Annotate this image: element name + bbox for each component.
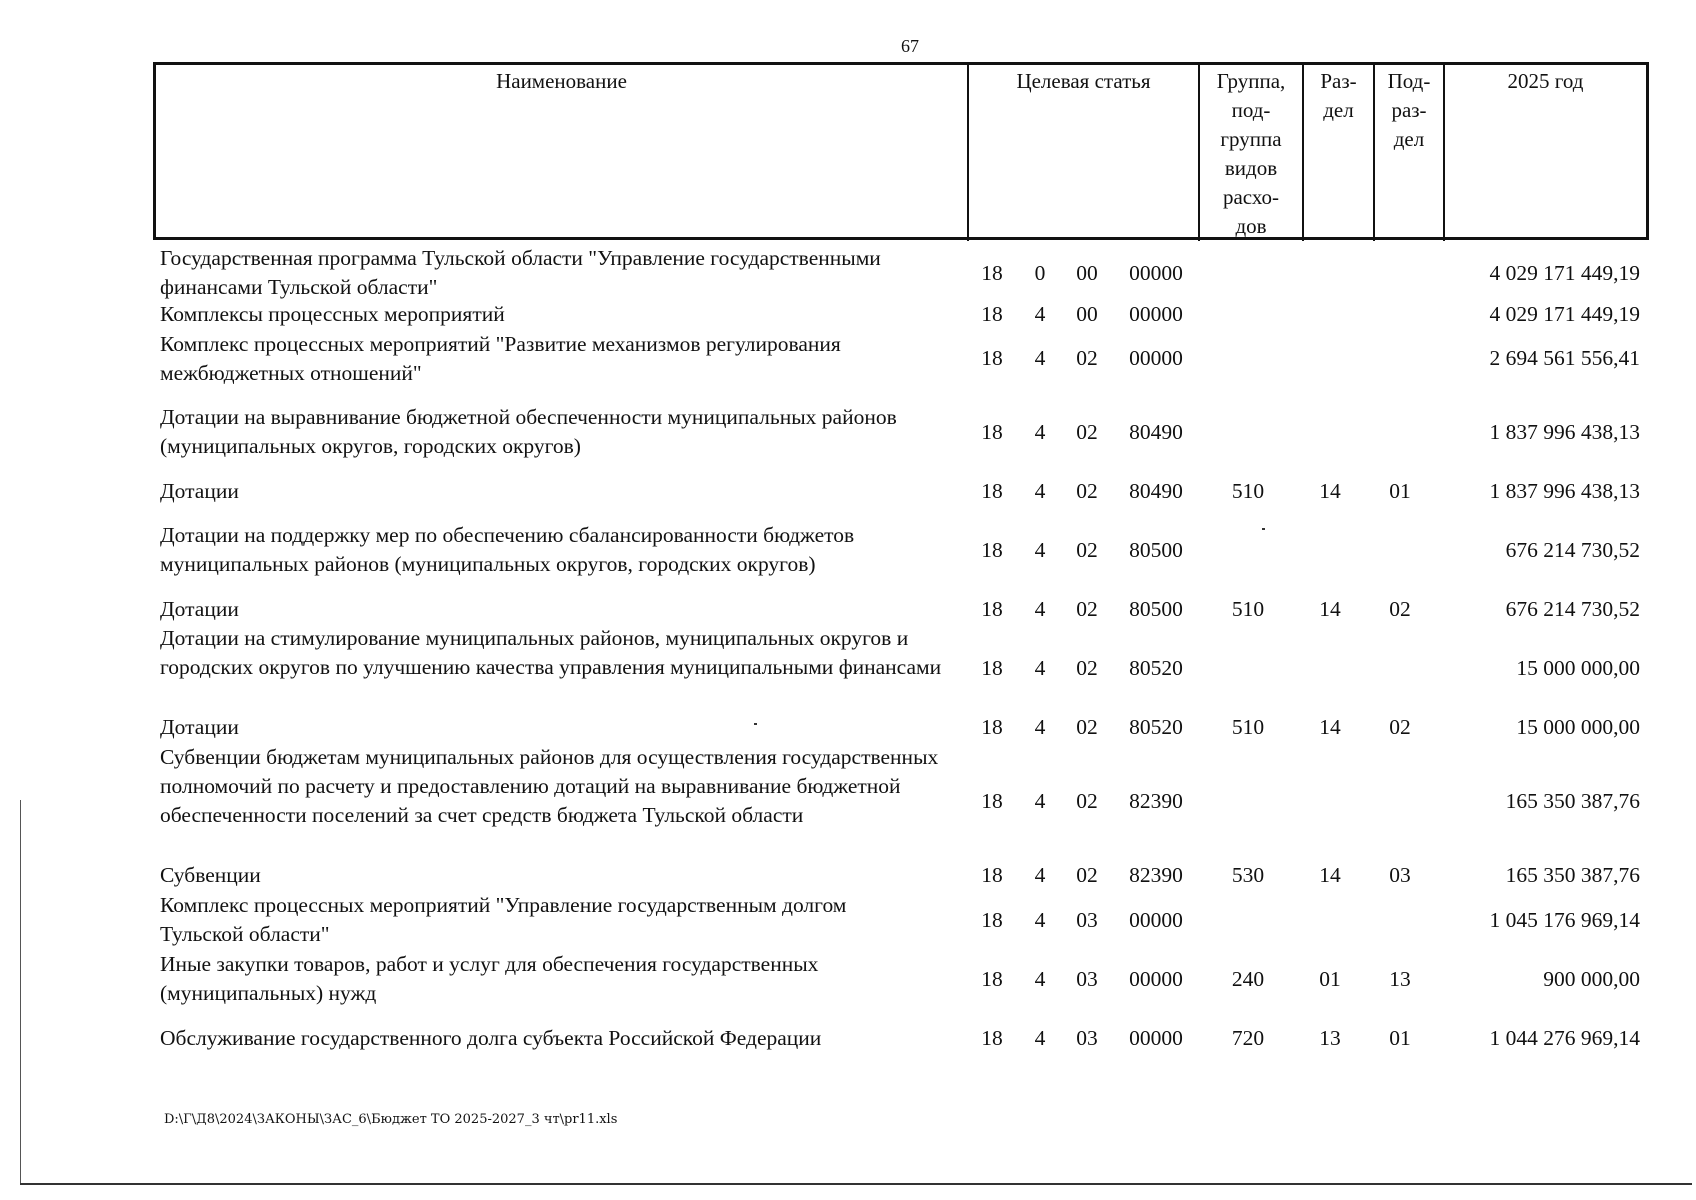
row-code-program: 18 xyxy=(981,302,1003,326)
row-code-sub: 02 xyxy=(1076,346,1098,370)
table-row xyxy=(0,300,1696,330)
row-code-type: 4 xyxy=(1034,789,1046,813)
table-row xyxy=(0,624,1696,714)
table-row xyxy=(0,330,1696,390)
row-code-type: 4 xyxy=(1034,863,1046,887)
row-code-type: 4 xyxy=(1034,597,1046,621)
row-code-type: 0 xyxy=(1034,261,1046,285)
row-code-program: 18 xyxy=(981,479,1003,503)
row-subsection: 02 xyxy=(1389,715,1411,739)
page-edge-line xyxy=(20,800,21,1183)
row-subsection: 02 xyxy=(1389,597,1411,621)
row-code-program: 18 xyxy=(981,656,1003,680)
row-name: Комплексы процессных мероприятий xyxy=(160,302,505,326)
header-group-line: видов xyxy=(1224,156,1278,180)
row-name: Государственная программа Тульской области "Управление государственными финансами Тульской области" xyxy=(160,246,881,299)
table-row xyxy=(0,743,1696,861)
header-group-line: Группа, xyxy=(1216,69,1286,93)
header-group-line: группа xyxy=(1220,127,1282,151)
row-code-type: 4 xyxy=(1034,479,1046,503)
row-code-type: 4 xyxy=(1034,302,1046,326)
header-group-line: расхо- xyxy=(1222,185,1280,209)
row-subsection: 13 xyxy=(1389,967,1411,991)
row-amount: 676 214 730,52 xyxy=(1505,597,1640,621)
header-target-article: Целевая статья xyxy=(967,65,1198,241)
row-code-program: 18 xyxy=(981,908,1003,932)
row-code-sub: 02 xyxy=(1076,538,1098,562)
row-code-direction: 80520 xyxy=(1129,656,1183,680)
row-code-program: 18 xyxy=(981,597,1003,621)
row-code-type: 4 xyxy=(1034,715,1046,739)
header-subsection-line: раз- xyxy=(1391,98,1427,122)
row-code-type: 4 xyxy=(1034,967,1046,991)
row-code-sub: 03 xyxy=(1076,967,1098,991)
row-name: Субвенции xyxy=(160,863,261,887)
row-code-program: 18 xyxy=(981,715,1003,739)
row-amount: 165 350 387,76 xyxy=(1505,789,1640,813)
row-amount: 1 837 996 438,13 xyxy=(1489,479,1640,503)
row-code-direction: 00000 xyxy=(1129,302,1183,326)
scan-speck xyxy=(754,723,757,725)
page-number: 67 xyxy=(901,36,919,56)
header-section-line: дел xyxy=(1323,98,1354,122)
header-section xyxy=(1302,65,1373,241)
row-amount: 15 000 000,00 xyxy=(1516,715,1640,739)
row-section: 14 xyxy=(1319,715,1341,739)
table-row xyxy=(0,891,1696,951)
row-subsection: 03 xyxy=(1389,863,1411,887)
row-amount: 4 029 171 449,19 xyxy=(1489,302,1640,326)
row-group: 720 xyxy=(1231,1026,1265,1050)
row-name: Дотации xyxy=(160,597,239,621)
header-name: Наименование xyxy=(496,69,627,93)
row-group: 240 xyxy=(1231,967,1265,991)
row-code-direction: 82390 xyxy=(1129,789,1183,813)
row-code-sub: 02 xyxy=(1076,863,1098,887)
row-code-sub: 00 xyxy=(1076,302,1098,326)
table-row xyxy=(0,595,1696,625)
header-subsection xyxy=(1373,65,1443,241)
row-code-direction: 00000 xyxy=(1129,1026,1183,1050)
row-amount: 165 350 387,76 xyxy=(1505,863,1640,887)
row-code-sub: 02 xyxy=(1076,597,1098,621)
row-code-program: 18 xyxy=(981,863,1003,887)
row-code-direction: 82390 xyxy=(1129,863,1183,887)
row-group: 510 xyxy=(1231,597,1265,621)
row-code-sub: 03 xyxy=(1076,908,1098,932)
row-code-direction: 00000 xyxy=(1129,261,1183,285)
table-row xyxy=(0,861,1696,891)
row-code-type: 4 xyxy=(1034,420,1046,444)
row-code-sub: 02 xyxy=(1076,789,1098,813)
row-code-program: 18 xyxy=(981,967,1003,991)
table-row xyxy=(0,403,1696,463)
row-amount: 1 044 276 969,14 xyxy=(1489,1026,1640,1050)
row-name: Комплекс процессных мероприятий "Развитие механизмов регулирования межбюджетных отношений" xyxy=(160,332,841,385)
row-code-direction: 80500 xyxy=(1129,597,1183,621)
table-row xyxy=(0,950,1696,1010)
table-row xyxy=(0,244,1696,304)
row-code-sub: 02 xyxy=(1076,656,1098,680)
row-name: Дотации xyxy=(160,715,239,739)
row-amount: 1 045 176 969,14 xyxy=(1489,908,1640,932)
row-group: 530 xyxy=(1231,863,1265,887)
row-code-program: 18 xyxy=(981,261,1003,285)
row-code-direction: 00000 xyxy=(1129,346,1183,370)
table-row xyxy=(0,521,1696,581)
row-code-direction: 80490 xyxy=(1129,479,1183,503)
row-code-direction: 80490 xyxy=(1129,420,1183,444)
footer-file-path: D:\Г\Д8\2024\ЗАКОНЫ\ЗАС_6\Бюджет ТО 2025-2027_3 чт\pr11.xls xyxy=(164,1112,618,1127)
row-subsection: 01 xyxy=(1389,1026,1411,1050)
row-name: Субвенции бюджетам муниципальных районов для осуществления государственных полномочий по расчету и предоставлению дотаций на выравнивание бюджетной обеспеченности поселений за счет средств бюджета Тульской области xyxy=(160,745,939,827)
header-group-line: дов xyxy=(1235,214,1267,238)
header-subsection-line: дел xyxy=(1393,127,1425,151)
row-name: Обслуживание государственного долга субъекта Российской Федерации xyxy=(160,1026,822,1050)
row-code-type: 4 xyxy=(1034,538,1046,562)
row-name: Комплекс процессных мероприятий "Управление государственным долгом Тульской области" xyxy=(160,893,847,946)
table-row xyxy=(0,713,1696,743)
row-code-direction: 00000 xyxy=(1129,908,1183,932)
row-name: Дотации на поддержку мер по обеспечению сбалансированности бюджетов муниципальных районов (муниципальных округов, городских округов) xyxy=(160,523,855,576)
row-code-program: 18 xyxy=(981,789,1003,813)
row-subsection: 01 xyxy=(1389,479,1411,503)
row-amount: 900 000,00 xyxy=(1543,967,1640,991)
row-code-direction: 80500 xyxy=(1129,538,1183,562)
header-group xyxy=(1198,65,1302,241)
row-code-type: 4 xyxy=(1034,346,1046,370)
row-amount: 676 214 730,52 xyxy=(1505,538,1640,562)
row-code-type: 4 xyxy=(1034,1026,1046,1050)
row-code-type: 4 xyxy=(1034,908,1046,932)
row-code-sub: 03 xyxy=(1076,1026,1098,1050)
row-code-sub: 02 xyxy=(1076,715,1098,739)
row-code-sub: 00 xyxy=(1076,261,1098,285)
row-name: Дотации xyxy=(160,479,239,503)
row-amount: 15 000 000,00 xyxy=(1516,656,1640,680)
row-code-sub: 02 xyxy=(1076,479,1098,503)
row-group: 510 xyxy=(1231,715,1265,739)
row-amount: 1 837 996 438,13 xyxy=(1489,420,1640,444)
row-amount: 2 694 561 556,41 xyxy=(1489,346,1640,370)
row-name: Дотации на выравнивание бюджетной обеспеченности муниципальных районов (муниципальных округов, городских округов) xyxy=(160,405,897,458)
header-section-line: Раз- xyxy=(1320,69,1357,93)
row-code-program: 18 xyxy=(981,538,1003,562)
table-header xyxy=(153,62,1649,240)
table-row xyxy=(0,477,1696,507)
row-name: Иные закупки товаров, работ и услуг для обеспечения государственных (муниципальных) нужд xyxy=(160,952,819,1005)
row-code-program: 18 xyxy=(981,346,1003,370)
header-group-line: под- xyxy=(1231,98,1271,122)
page-bottom-line xyxy=(20,1183,1692,1185)
row-code-program: 18 xyxy=(981,420,1003,444)
row-code-program: 18 xyxy=(981,1026,1003,1050)
header-subsection-line: Под- xyxy=(1387,69,1431,93)
row-name: Дотации на стимулирование муниципальных районов, муниципальных округов и городских округов по улучшению качества управления муниципальными финансами xyxy=(160,626,942,679)
row-section: 14 xyxy=(1319,597,1341,621)
table-row xyxy=(0,1024,1696,1054)
row-section: 14 xyxy=(1319,863,1341,887)
row-section: 13 xyxy=(1319,1026,1341,1050)
row-section: 14 xyxy=(1319,479,1341,503)
row-code-sub: 02 xyxy=(1076,420,1098,444)
row-section: 01 xyxy=(1319,967,1341,991)
row-code-type: 4 xyxy=(1034,656,1046,680)
row-code-direction: 80520 xyxy=(1129,715,1183,739)
row-group: 510 xyxy=(1231,479,1265,503)
scan-speck xyxy=(1262,528,1265,530)
header-year: 2025 год xyxy=(1443,65,1646,241)
row-amount: 4 029 171 449,19 xyxy=(1489,261,1640,285)
row-code-direction: 00000 xyxy=(1129,967,1183,991)
